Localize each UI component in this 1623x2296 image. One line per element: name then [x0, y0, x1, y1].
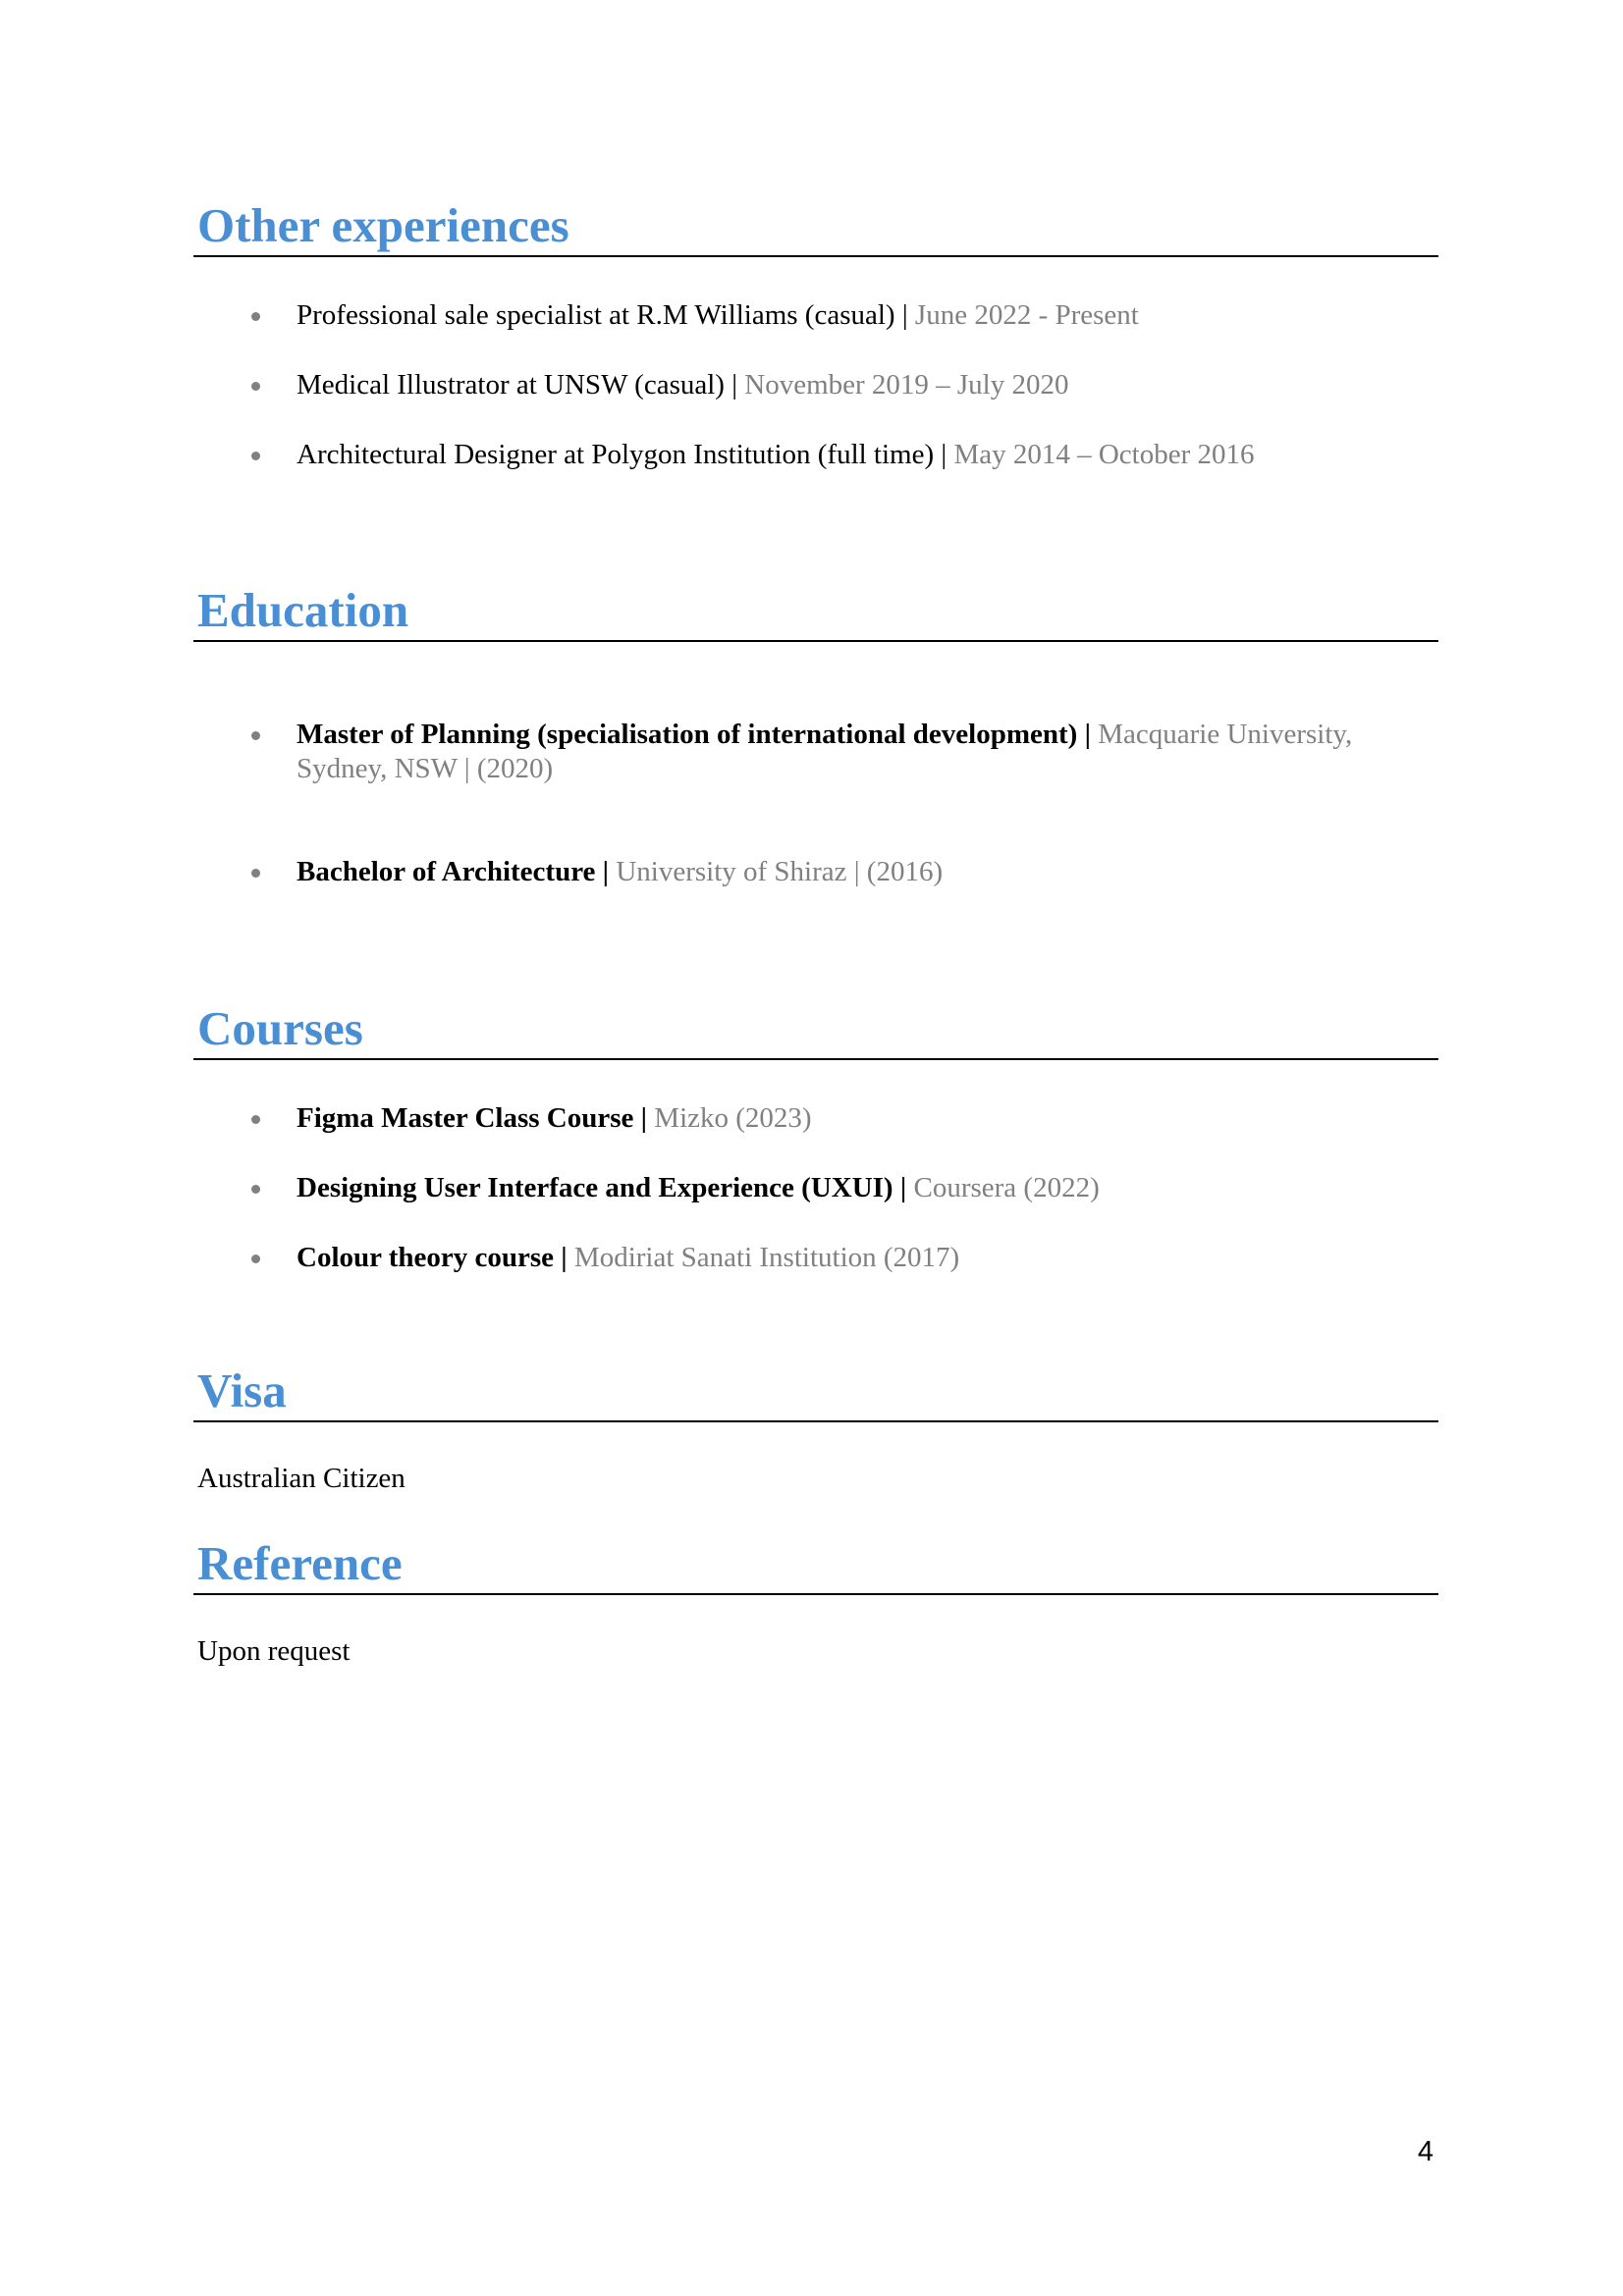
section-courses — [193, 1001, 1438, 1060]
item-separator: | — [934, 439, 954, 470]
section-other-experiences — [193, 198, 1438, 257]
list-item — [297, 438, 1438, 472]
list-item — [297, 718, 1438, 786]
item-title: Colour theory course | — [297, 1242, 568, 1273]
section-rule — [193, 1593, 1438, 1595]
visa-text: Australian Citizen — [197, 1463, 406, 1494]
item-detail: Mizko (2023) — [647, 1102, 812, 1134]
item-title: Figma Master Class Course | — [297, 1102, 648, 1134]
section-heading: Reference — [197, 1536, 403, 1590]
section-reference — [193, 1536, 1438, 1595]
bullet-icon — [251, 312, 260, 321]
section-heading: Visa — [197, 1363, 287, 1417]
list-item — [297, 855, 1438, 889]
list-item — [297, 368, 1438, 402]
item-title: Designing User Interface and Experience (UXUI) | — [297, 1172, 907, 1203]
item-title: Medical Illustrator at UNSW (casual) — [297, 369, 725, 400]
item-title: Professional sale specialist at R.M Williams (casual) — [297, 299, 895, 331]
section-rule — [193, 1058, 1438, 1060]
section-heading: Courses — [197, 1001, 363, 1055]
item-detail: Modiriat Sanati Institution (2017) — [567, 1242, 960, 1273]
bullet-icon — [251, 452, 260, 460]
list-item — [297, 1171, 1438, 1205]
bullet-icon — [251, 731, 260, 740]
item-detail: Coursera (2022) — [906, 1172, 1100, 1203]
list-item — [297, 298, 1438, 333]
section-rule — [193, 255, 1438, 257]
item-title: Master of Planning (specialisation of international development) | — [297, 719, 1091, 750]
item-detail: University of Shiraz | (2016) — [609, 856, 944, 887]
item-detail: May 2014 – October 2016 — [953, 439, 1255, 470]
bullet-icon — [251, 1185, 260, 1194]
section-heading: Other experiences — [197, 198, 569, 252]
reference-text: Upon request — [197, 1635, 351, 1667]
section-visa — [193, 1363, 1438, 1422]
list-item — [297, 1241, 1438, 1275]
section-education — [193, 583, 1438, 642]
item-separator: | — [724, 369, 745, 400]
item-detail: June 2022 - Present — [914, 299, 1139, 331]
item-detail: November 2019 – July 2020 — [744, 369, 1069, 400]
bullet-icon — [251, 1115, 260, 1124]
item-title: Bachelor of Architecture | — [297, 856, 610, 887]
section-rule — [193, 1420, 1438, 1422]
section-rule — [193, 640, 1438, 642]
bullet-icon — [251, 869, 260, 878]
item-detail: Macquarie University, Sydney, NSW | (2020) — [297, 719, 1353, 784]
item-separator: | — [894, 299, 915, 331]
bullet-icon — [251, 1255, 260, 1263]
list-item — [297, 1101, 1438, 1136]
section-heading: Education — [197, 583, 409, 637]
item-title: Architectural Designer at Polygon Institution (full time) — [297, 439, 935, 470]
page-number: 4 — [1417, 2136, 1434, 2167]
bullet-icon — [251, 382, 260, 391]
